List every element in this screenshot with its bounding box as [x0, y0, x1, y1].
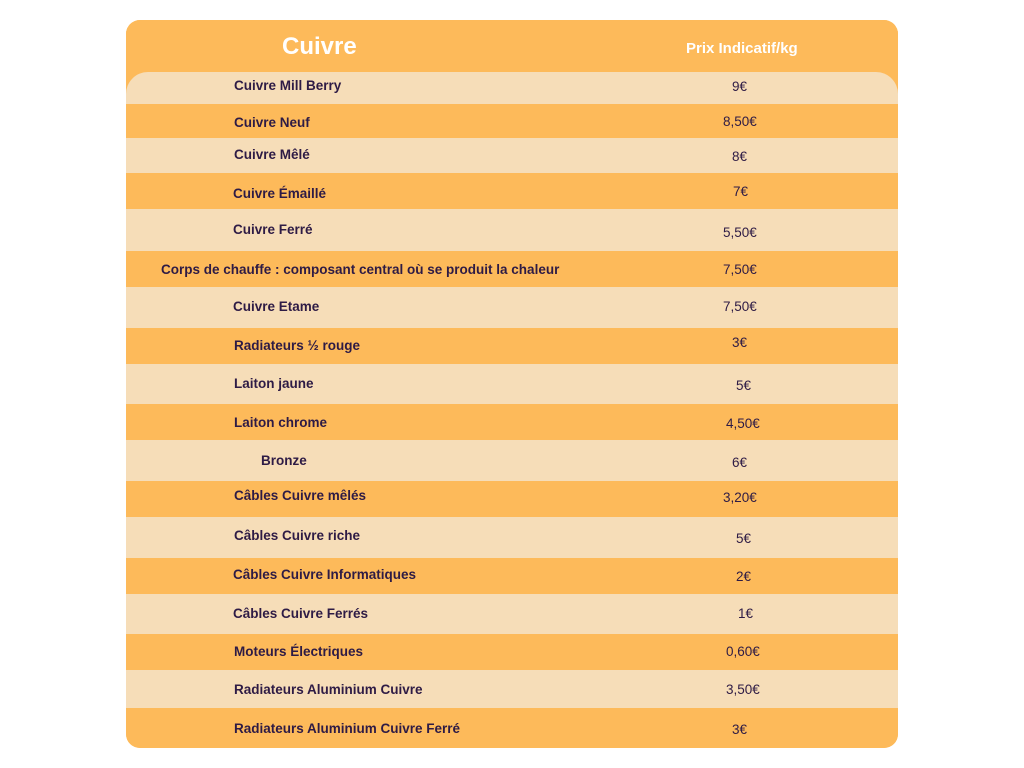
row-price: 4,50€: [726, 416, 760, 431]
table-row: [126, 72, 898, 104]
row-price: 7,50€: [723, 299, 757, 314]
price-table: [126, 20, 898, 748]
row-name: Cuivre Mill Berry: [234, 78, 342, 93]
row-name: Moteurs Électriques: [234, 644, 364, 659]
row-price: 0,60€: [726, 644, 760, 659]
table-row: [126, 517, 898, 558]
table-row: [126, 708, 898, 748]
row-price: 3,50€: [726, 682, 760, 697]
row-price: 3,20€: [723, 490, 757, 505]
table-row: [126, 287, 898, 328]
row-price: 3€: [732, 335, 748, 350]
table-row: [126, 328, 898, 364]
row-name: Laiton chrome: [234, 415, 328, 430]
table-row: [126, 594, 898, 634]
row-price: 6€: [732, 455, 748, 470]
row-price: 3€: [732, 722, 748, 737]
table-row: [126, 138, 898, 173]
table-row: [126, 481, 898, 517]
table-row: [126, 209, 898, 251]
row-price: 8€: [732, 149, 748, 164]
row-name: Câbles Cuivre Ferrés: [233, 606, 369, 621]
row-price: 5€: [736, 531, 752, 546]
table-row: [126, 440, 898, 481]
row-name: Cuivre Etame: [233, 299, 320, 314]
table-row: [126, 404, 898, 440]
row-name: Radiateurs Aluminium Cuivre: [234, 682, 423, 697]
row-price: 8,50€: [723, 114, 757, 129]
row-name: Laiton jaune: [234, 376, 314, 391]
row-name: Cuivre Neuf: [234, 115, 310, 130]
table-title: Cuivre: [282, 33, 357, 60]
row-price: 7,50€: [723, 262, 757, 277]
row-name: Radiateurs Aluminium Cuivre Ferré: [234, 721, 461, 736]
table-row: [126, 558, 898, 594]
row-price: 9€: [732, 79, 748, 94]
row-name: Câbles Cuivre riche: [234, 528, 361, 543]
table-row: [126, 173, 898, 209]
row-price: 7€: [733, 184, 749, 199]
table-row: [126, 670, 898, 708]
row-name: Radiateurs ½ rouge: [234, 338, 361, 353]
table-row: [126, 634, 898, 670]
row-name: Câbles Cuivre Informatiques: [233, 567, 417, 582]
table-row: [126, 364, 898, 404]
row-name: Cuivre Ferré: [233, 222, 313, 237]
row-name: Cuivre Mêlé: [234, 147, 310, 162]
table-header: [126, 20, 898, 76]
row-name: Câbles Cuivre mêlés: [234, 488, 367, 503]
row-price: 2€: [736, 569, 752, 584]
row-name: Corps de chauffe : composant central où se produit la chaleur: [161, 262, 560, 277]
table-row: [126, 251, 898, 287]
row-price: 5€: [736, 378, 752, 393]
row-name: Cuivre Émaillé: [233, 186, 327, 201]
row-price: 5,50€: [723, 225, 757, 240]
price-column-header: Prix Indicatif/kg: [686, 40, 798, 57]
row-price: 1€: [738, 606, 754, 621]
table-row: [126, 104, 898, 138]
row-name: Bronze: [261, 453, 307, 468]
